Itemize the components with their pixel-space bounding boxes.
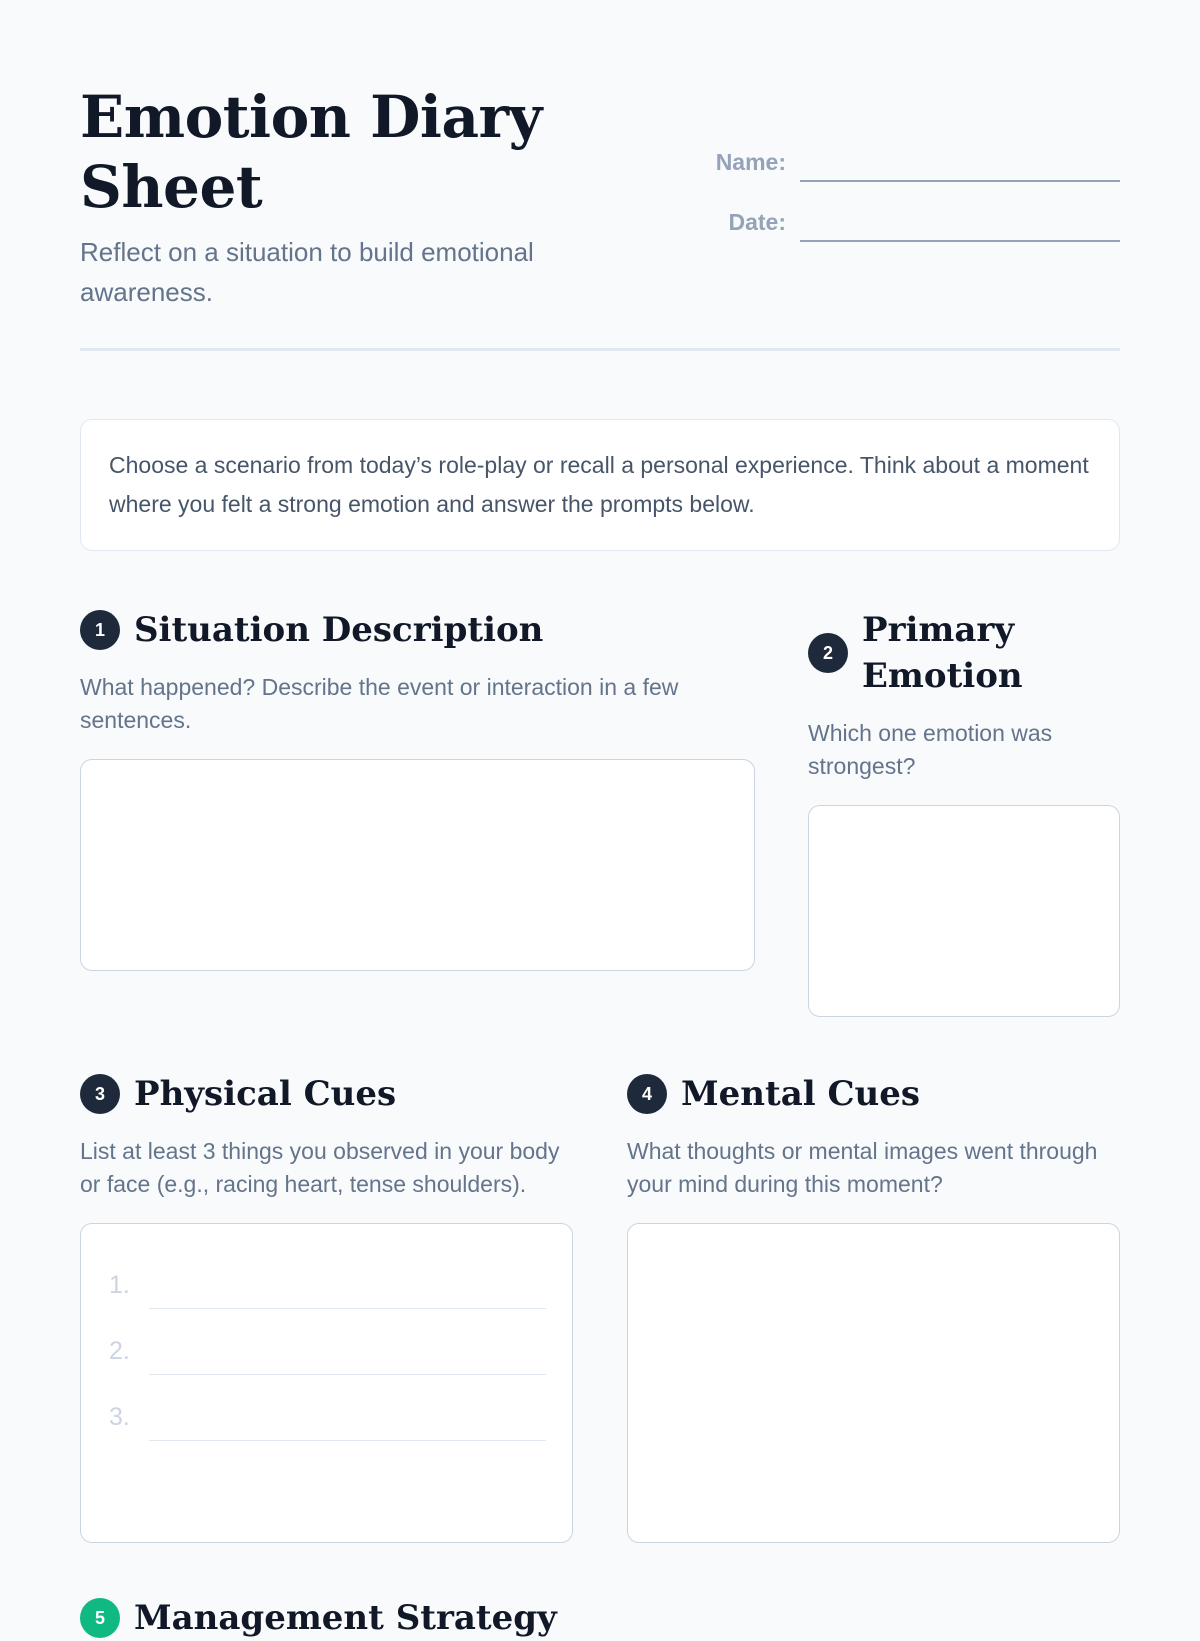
page-title: Emotion Diary Sheet (80, 83, 542, 221)
section-mental-cues (627, 1071, 1120, 1543)
section-header (80, 607, 755, 653)
situation-answer-box[interactable] (80, 759, 755, 971)
list-item (109, 1384, 546, 1450)
step-number-badge: 5 (80, 1598, 120, 1638)
primary-emotion-answer-box[interactable] (808, 805, 1120, 1017)
section-header (80, 1595, 1120, 1641)
step-number-badge: 4 (627, 1074, 667, 1114)
cue-line-field[interactable] (149, 1279, 546, 1309)
section-header (80, 1071, 573, 1117)
date-row (716, 202, 1120, 242)
section-header (627, 1071, 1120, 1117)
cue-line-field[interactable] (149, 1345, 546, 1375)
section-prompt: Which one emotion was strongest? (808, 720, 1053, 779)
section-title: Situation Description (134, 610, 544, 650)
step-number-badge: 2 (808, 633, 848, 673)
step-number-badge: 1 (80, 610, 120, 650)
section-title: Management Strategy (134, 1598, 557, 1638)
section-prompt: List at least 3 things you observed in your body or face (e.g., racing heart, tense shoulders). (80, 1138, 560, 1197)
cue-line-field[interactable] (149, 1411, 546, 1441)
physical-cues-answer-box (80, 1223, 573, 1543)
instructions-box: Choose a scenario from today’s role-play or recall a personal experience. Think about a moment where you felt a strong emotion and answer the prompts below. (80, 419, 1120, 551)
section-title: Mental Cues (681, 1074, 921, 1114)
date-field[interactable] (800, 202, 1120, 242)
section-management-strategy (80, 1595, 1120, 1641)
name-field[interactable] (800, 142, 1120, 182)
section-title: Physical Cues (134, 1074, 397, 1114)
section-row-2 (80, 1071, 1120, 1543)
name-row (716, 142, 1120, 182)
section-row-1 (80, 607, 1120, 1017)
section-physical-cues (80, 1071, 573, 1543)
date-label: Date: (728, 209, 786, 235)
section-header (808, 607, 1120, 699)
list-item-number: 3. (109, 1402, 130, 1431)
list-item (109, 1318, 546, 1384)
section-title: Primary Emotion (862, 610, 1023, 696)
section-primary-emotion (808, 607, 1120, 1017)
name-label: Name: (715, 149, 786, 175)
list-item-number: 2. (109, 1336, 130, 1365)
worksheet-header (80, 82, 1120, 351)
list-item-number: 1. (109, 1270, 130, 1299)
section-situation (80, 607, 755, 1017)
mental-cues-answer-box[interactable] (627, 1223, 1120, 1543)
page-subtitle: Reflect on a situation to build emotional awareness. (80, 237, 534, 307)
section-prompt: What thoughts or mental images went through your mind during this moment? (627, 1138, 1098, 1197)
step-number-badge: 3 (80, 1074, 120, 1114)
list-item (109, 1252, 546, 1318)
meta-fields (716, 142, 1120, 262)
section-prompt: What happened? Describe the event or interaction in a few sentences. (80, 674, 679, 733)
title-block (80, 82, 716, 312)
